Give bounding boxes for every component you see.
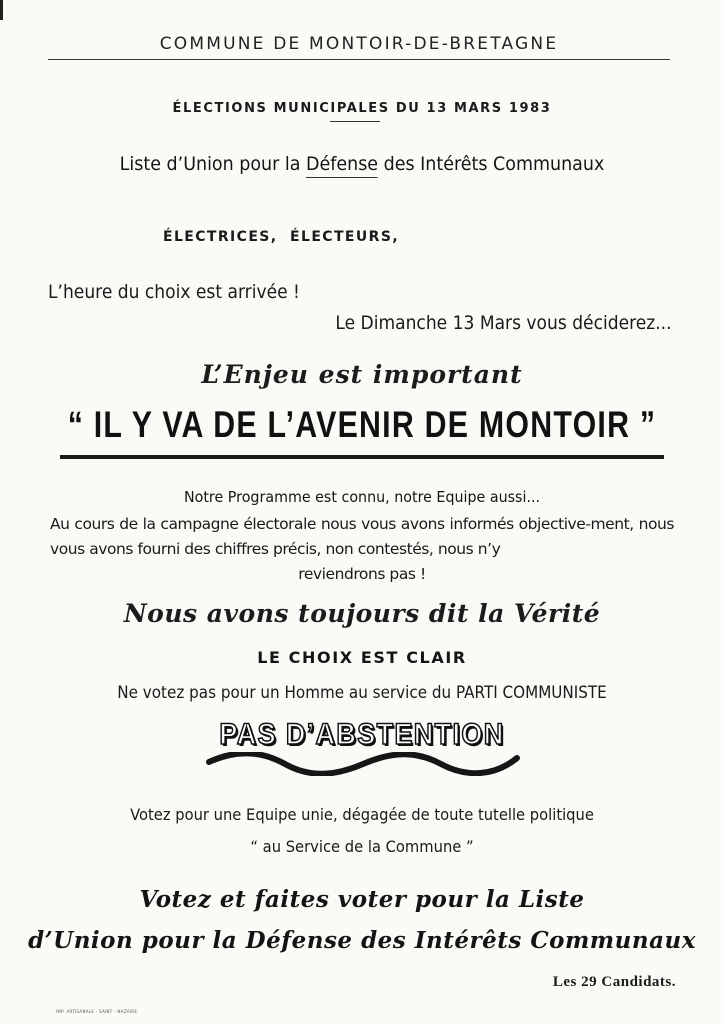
- list-name: [29, 153, 695, 175]
- equipe-line-1: Votez pour une Equipe unie, dégagée de toute tutelle politique: [130, 805, 594, 824]
- intro-line-1: L’heure du choix est arrivée !: [48, 281, 300, 303]
- appel-line-2: d’Union pour la Défense des Intérêts Communaux: [28, 927, 696, 954]
- slogan-headline: “ IL Y VA DE L’AVENIR DE MONTOIR ”: [67, 404, 657, 445]
- commune-title: COMMUNE DE MONTOIR-DE-BRETAGNE: [159, 34, 559, 54]
- list-name-underlined: Défense: [306, 153, 378, 178]
- programme-line: Notre Programme est connu, notre Equipe aussi...: [183, 488, 541, 506]
- elections-heading: ÉLECTIONS MUNICIPALES DU 13 MARS 1983: [172, 101, 552, 116]
- verite-heading: Nous avons toujours dit la Vérité: [123, 599, 601, 628]
- printer-imprint: IMP. ARTISANALE - SAINT - NAZAIRE: [56, 1009, 138, 1014]
- ne-votez-pas-line: Ne votez pas pour un Homme au service du PARTI COMMUNISTE: [117, 683, 607, 702]
- abstention-headline: PAS D’ABSTENTION: [219, 718, 505, 751]
- list-name-before: Liste d’Union pour la: [119, 153, 306, 175]
- programme-paragraph-text: Au cours de la campagne électorale nous vous avons informés objective-ment, nous vous avons fourni des chiffres précis, non contestés, nous n’y: [50, 515, 674, 558]
- slogan-underline: [60, 455, 664, 459]
- list-name-after: des Intérêts Communaux: [378, 153, 605, 175]
- scan-edge-mark: [0, 0, 3, 20]
- header-divider: [48, 59, 670, 60]
- choix-heading: LE CHOIX EST CLAIR: [257, 648, 467, 667]
- programme-paragraph-last: reviendrons pas !: [298, 565, 426, 583]
- programme-paragraph: [50, 512, 674, 587]
- enjeu-heading: L’Enjeu est important: [201, 360, 523, 389]
- salutation: ÉLECTRICES, ÉLECTEURS,: [163, 229, 400, 245]
- wavy-underline: [205, 752, 520, 776]
- elections-underline: [330, 121, 380, 122]
- intro-line-2: Le Dimanche 13 Mars vous déciderez...: [335, 312, 672, 334]
- equipe-line-2: “ au Service de la Commune ”: [250, 837, 474, 856]
- signature: Les 29 Candidats.: [552, 974, 676, 990]
- appel-line-1: Votez et faites voter pour la Liste: [139, 886, 585, 913]
